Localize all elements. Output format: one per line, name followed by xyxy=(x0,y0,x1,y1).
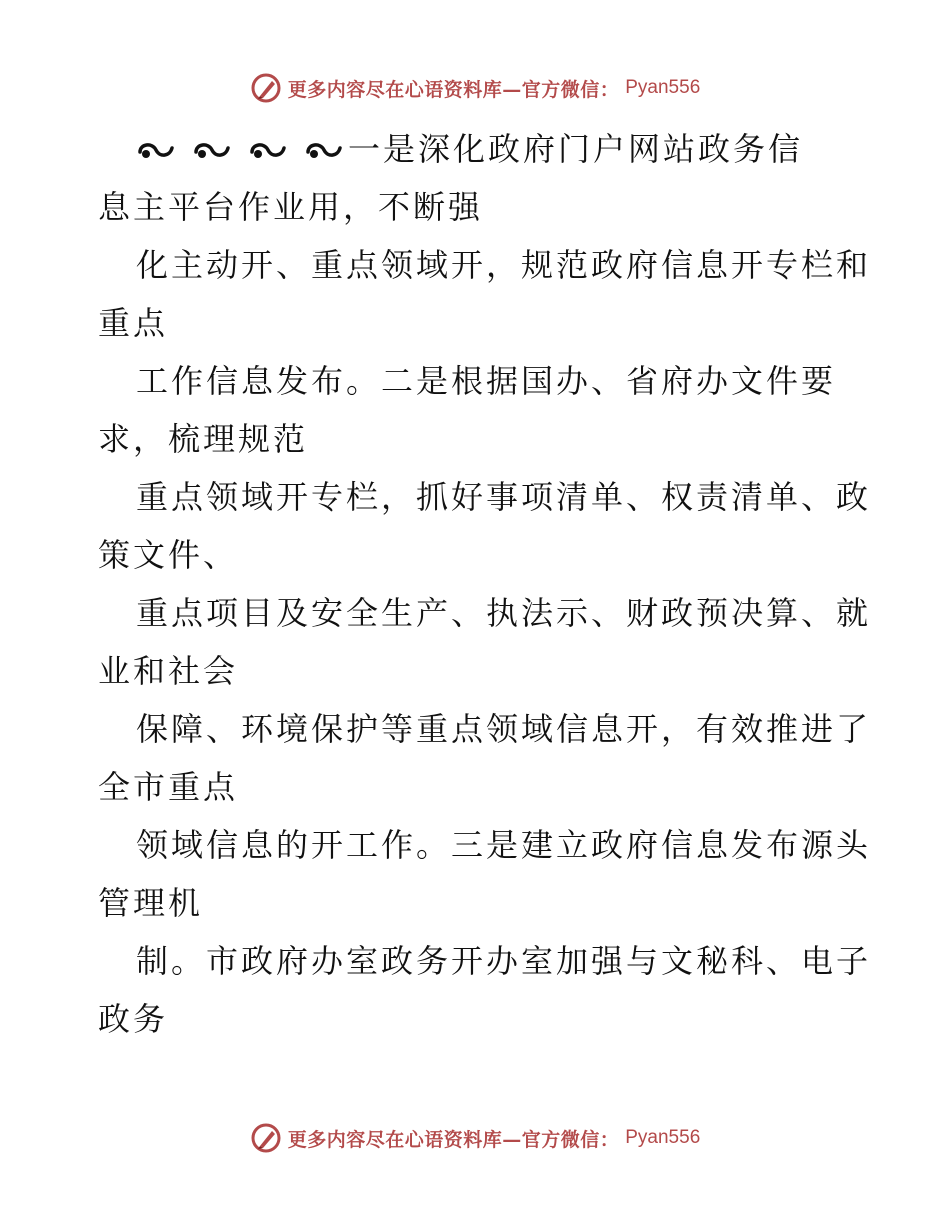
document-body xyxy=(98,120,872,1048)
text-line-8: 策文件、 xyxy=(98,536,239,574)
text-line-7: 重点领域开专栏，抓好事项清单、权责清单、政 xyxy=(136,478,872,516)
pen-in-circle-icon xyxy=(250,72,282,104)
text-line-1 xyxy=(98,120,858,178)
text-line-14: 管理机 xyxy=(98,884,204,922)
text-line-11: 保障、环境保护等重点领域信息开，有效推进了 xyxy=(136,710,872,748)
swirl-ornament-icon xyxy=(248,140,288,164)
text-line-15: 制。市政府办室政务开办室加强与文秘科、电子 xyxy=(136,942,872,980)
text-line-10: 业和社会 xyxy=(98,652,239,690)
text-line: 一是深化政府门户网站政务信 xyxy=(348,130,804,168)
swirl-ornament-icon xyxy=(192,140,232,164)
text-line-3: 化主动开、重点领域开，规范政府信息开专栏和 xyxy=(136,246,872,284)
header-text: 更多内容尽在心语资料库—官方微信： xyxy=(287,78,620,101)
footer-banner xyxy=(0,1122,950,1154)
swirl-ornament-icon xyxy=(304,140,344,164)
text-line-9: 重点项目及安全生产、执法示、财政预决算、就 xyxy=(136,594,872,632)
text-line-2: 息主平台作业用，不断强 xyxy=(98,188,484,226)
swirl-ornament-icon xyxy=(136,140,176,164)
footer-text: 更多内容尽在心语资料库—官方微信： xyxy=(287,1128,620,1151)
header-wechat-id: Pyan556 xyxy=(625,77,701,98)
text-line-4: 重点 xyxy=(98,304,169,342)
text-line-6: 求，梳理规范 xyxy=(98,420,309,458)
ornament-group xyxy=(136,140,346,164)
footer-wechat-id: Pyan556 xyxy=(625,1127,701,1148)
text-line-13: 领域信息的开工作。三是建立政府信息发布源头 xyxy=(136,826,872,864)
header-banner xyxy=(0,72,950,104)
text-line-12: 全市重点 xyxy=(98,768,239,806)
text-line-5: 工作信息发布。二是根据国办、省府办文件要 xyxy=(136,362,837,400)
pen-in-circle-icon xyxy=(250,1122,282,1154)
text-line-16: 政务 xyxy=(98,1000,169,1038)
